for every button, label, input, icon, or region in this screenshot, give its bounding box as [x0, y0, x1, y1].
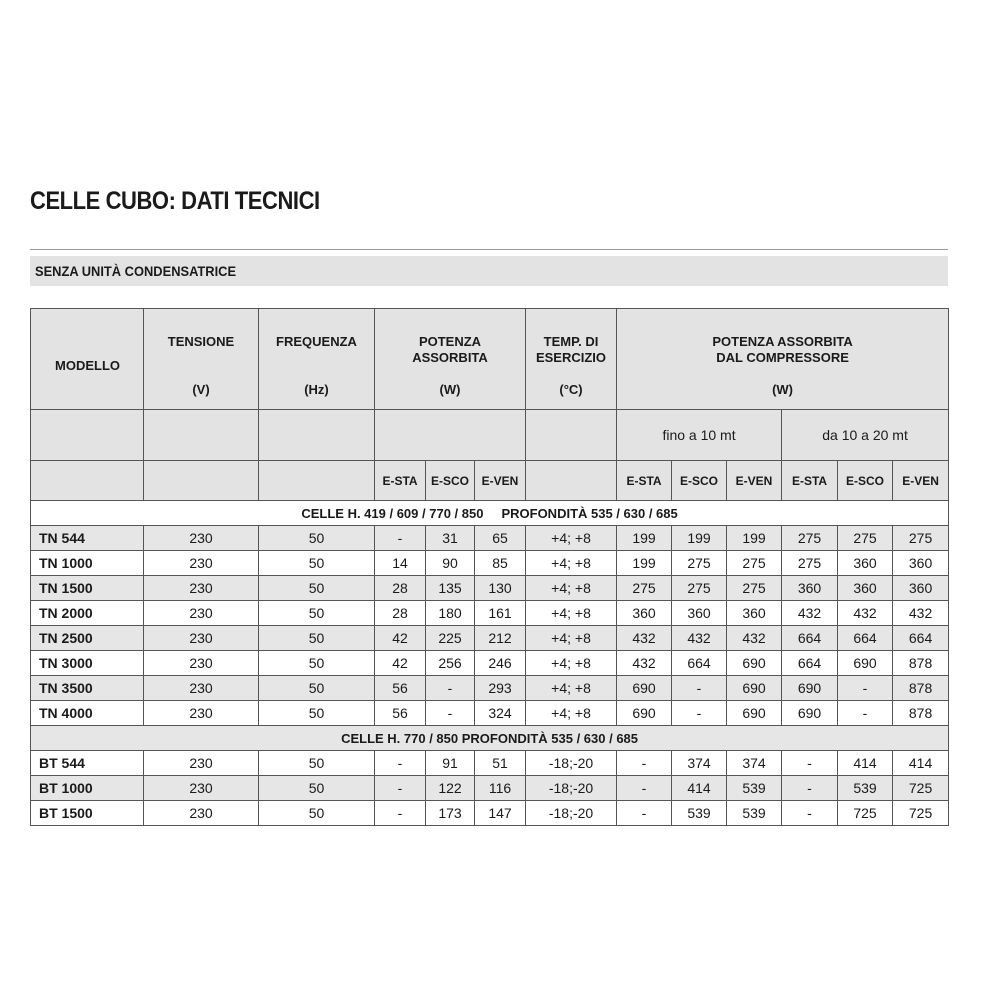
table-row — [31, 551, 949, 576]
table-cell: 275 — [617, 576, 672, 601]
table-cell: 42 — [375, 626, 426, 651]
table-cell: +4; +8 — [526, 651, 617, 676]
table-cell: +4; +8 — [526, 701, 617, 726]
table-cell: 275 — [782, 526, 838, 551]
table-cell: 539 — [727, 776, 782, 801]
table-cell: 31 — [426, 526, 475, 551]
table-cell: 360 — [838, 551, 893, 576]
table-cell: 414 — [838, 751, 893, 776]
table-cell: 664 — [672, 651, 727, 676]
table-cell: 690 — [782, 676, 838, 701]
table-cell: +4; +8 — [526, 676, 617, 701]
page-title: CELLE CUBO: DATI TECNICI — [30, 187, 320, 215]
sub-header: E-SCO — [426, 461, 475, 501]
table-cell: 28 — [375, 601, 426, 626]
table-cell: +4; +8 — [526, 576, 617, 601]
table-cell: 50 — [259, 701, 375, 726]
table-cell: 50 — [259, 576, 375, 601]
table-cell: 230 — [144, 701, 259, 726]
table-cell: 56 — [375, 676, 426, 701]
table-cell: 275 — [838, 526, 893, 551]
model-cell: TN 1000 — [31, 551, 144, 576]
table-cell: 225 — [426, 626, 475, 651]
col-header-frequenza: FREQUENZA (Hz) — [259, 309, 375, 410]
table-cell: - — [617, 751, 672, 776]
sub-header: E-STA — [782, 461, 838, 501]
model-cell: TN 3500 — [31, 676, 144, 701]
table-row — [31, 676, 949, 701]
table-cell: 275 — [672, 576, 727, 601]
table-cell: 414 — [893, 751, 949, 776]
table-cell: 539 — [672, 801, 727, 826]
table-cell: 147 — [475, 801, 526, 826]
table-cell: - — [426, 676, 475, 701]
table-cell: 230 — [144, 776, 259, 801]
table-row — [31, 751, 949, 776]
table-cell: 414 — [672, 776, 727, 801]
table-cell: 539 — [838, 776, 893, 801]
range-label-20mt: da 10 a 20 mt — [782, 410, 949, 461]
group-header-row — [31, 501, 949, 526]
table-cell: 690 — [727, 651, 782, 676]
technical-data-table — [30, 308, 949, 826]
model-cell: BT 1000 — [31, 776, 144, 801]
table-row — [31, 576, 949, 601]
table-row — [31, 801, 949, 826]
table-row — [31, 651, 949, 676]
table-row — [31, 601, 949, 626]
table-cell: 360 — [617, 601, 672, 626]
table-cell: 275 — [672, 551, 727, 576]
table-cell: - — [782, 776, 838, 801]
header-empty — [144, 410, 259, 461]
table-cell: 50 — [259, 526, 375, 551]
table-cell: - — [672, 676, 727, 701]
table-cell: 199 — [617, 526, 672, 551]
table-cell: +4; +8 — [526, 526, 617, 551]
col-header-compressore: POTENZA ASSORBITA DAL COMPRESSORE (W) — [617, 309, 949, 410]
header-row-main — [31, 309, 949, 410]
table-cell: - — [375, 801, 426, 826]
col-header-modello: MODELLO — [31, 309, 144, 410]
table-cell: +4; +8 — [526, 551, 617, 576]
table-cell: 42 — [375, 651, 426, 676]
range-label-10mt: fino a 10 mt — [617, 410, 782, 461]
table-cell: - — [426, 701, 475, 726]
table-cell: 275 — [727, 576, 782, 601]
table-cell: 230 — [144, 576, 259, 601]
table-cell: 690 — [727, 676, 782, 701]
table-cell: 256 — [426, 651, 475, 676]
table-cell: 130 — [475, 576, 526, 601]
group-label-depth: PROFONDITÀ 535 / 630 / 685 — [501, 505, 678, 521]
table-cell: 360 — [727, 601, 782, 626]
table-cell: 14 — [375, 551, 426, 576]
table-cell: 432 — [672, 626, 727, 651]
table-cell: 50 — [259, 626, 375, 651]
table-cell: 664 — [893, 626, 949, 651]
col-header-potenza: POTENZA ASSORBITA (W) — [375, 309, 526, 410]
table-cell: 56 — [375, 701, 426, 726]
table-cell: - — [782, 751, 838, 776]
table-cell: 50 — [259, 776, 375, 801]
table-cell: 664 — [782, 626, 838, 651]
table-cell: - — [375, 751, 426, 776]
table-cell: 878 — [893, 701, 949, 726]
table-cell: 50 — [259, 676, 375, 701]
table-cell: 360 — [782, 576, 838, 601]
table-cell: 199 — [672, 526, 727, 551]
table-cell: -18;-20 — [526, 801, 617, 826]
table-cell: -18;-20 — [526, 776, 617, 801]
table-cell: 230 — [144, 676, 259, 701]
table-cell: 230 — [144, 601, 259, 626]
header-row-sub — [31, 461, 949, 501]
table-cell: 878 — [893, 676, 949, 701]
table-cell: 230 — [144, 751, 259, 776]
table-cell: - — [782, 801, 838, 826]
table-cell: - — [672, 701, 727, 726]
table-row — [31, 776, 949, 801]
table-cell: 374 — [672, 751, 727, 776]
table-cell: 212 — [475, 626, 526, 651]
table-cell: 199 — [727, 526, 782, 551]
header-empty — [375, 410, 526, 461]
header-empty — [144, 461, 259, 501]
table-cell: 65 — [475, 526, 526, 551]
header-empty — [259, 410, 375, 461]
table-cell: 50 — [259, 651, 375, 676]
table-cell: - — [375, 526, 426, 551]
group-header-cell — [31, 501, 949, 526]
table-cell: 360 — [838, 576, 893, 601]
table-cell: 50 — [259, 601, 375, 626]
model-cell: TN 2500 — [31, 626, 144, 651]
table-cell: 360 — [672, 601, 727, 626]
table-cell: 725 — [893, 776, 949, 801]
table-cell: +4; +8 — [526, 601, 617, 626]
table-cell: - — [375, 776, 426, 801]
table-cell: 432 — [617, 626, 672, 651]
model-cell: TN 3000 — [31, 651, 144, 676]
header-empty — [31, 410, 144, 461]
table-cell: 230 — [144, 551, 259, 576]
table-cell: 50 — [259, 801, 375, 826]
table-cell: 275 — [727, 551, 782, 576]
model-cell: TN 4000 — [31, 701, 144, 726]
table-cell: 374 — [727, 751, 782, 776]
table-cell: 725 — [893, 801, 949, 826]
table-cell: 230 — [144, 526, 259, 551]
table-cell: 230 — [144, 651, 259, 676]
sub-header: E-VEN — [475, 461, 526, 501]
title-divider — [30, 249, 948, 250]
table-cell: 432 — [838, 601, 893, 626]
sub-header: E-SCO — [838, 461, 893, 501]
table-cell: 432 — [727, 626, 782, 651]
table-cell: 173 — [426, 801, 475, 826]
table-cell: 360 — [893, 576, 949, 601]
table-cell: 122 — [426, 776, 475, 801]
table-cell: 293 — [475, 676, 526, 701]
table-cell: 275 — [893, 526, 949, 551]
table-cell: - — [617, 801, 672, 826]
sub-header: E-VEN — [893, 461, 949, 501]
table-cell: 664 — [782, 651, 838, 676]
table-cell: 432 — [893, 601, 949, 626]
table-cell: 878 — [893, 651, 949, 676]
table-cell: 28 — [375, 576, 426, 601]
table-cell: 230 — [144, 626, 259, 651]
sub-header: E-STA — [617, 461, 672, 501]
table-cell: 690 — [617, 701, 672, 726]
model-cell: TN 1500 — [31, 576, 144, 601]
table-cell: 50 — [259, 751, 375, 776]
table-cell: 360 — [893, 551, 949, 576]
col-header-tensione: TENSIONE (V) — [144, 309, 259, 410]
table-cell: 432 — [617, 651, 672, 676]
header-empty — [31, 461, 144, 501]
table-cell: 275 — [782, 551, 838, 576]
table-cell: 324 — [475, 701, 526, 726]
table-cell: 135 — [426, 576, 475, 601]
header-empty — [526, 410, 617, 461]
sub-header: E-VEN — [727, 461, 782, 501]
table-cell: 199 — [617, 551, 672, 576]
table-cell: 664 — [838, 626, 893, 651]
table-cell: 246 — [475, 651, 526, 676]
header-empty — [526, 461, 617, 501]
table-cell: 690 — [838, 651, 893, 676]
table-cell: 91 — [426, 751, 475, 776]
table-cell: 180 — [426, 601, 475, 626]
table-cell: 51 — [475, 751, 526, 776]
table-cell: -18;-20 — [526, 751, 617, 776]
model-cell: TN 544 — [31, 526, 144, 551]
header-row-range — [31, 410, 949, 461]
table-cell: 161 — [475, 601, 526, 626]
group-label: CELLE H. 419 / 609 / 770 / 850 — [301, 505, 484, 521]
col-header-temp: TEMP. DI ESERCIZIO (°C) — [526, 309, 617, 410]
table-cell: 85 — [475, 551, 526, 576]
model-cell: BT 544 — [31, 751, 144, 776]
table-cell: 90 — [426, 551, 475, 576]
table-cell: +4; +8 — [526, 626, 617, 651]
table-row — [31, 701, 949, 726]
model-cell: BT 1500 — [31, 801, 144, 826]
header-empty — [259, 461, 375, 501]
table-cell: 690 — [782, 701, 838, 726]
table-cell: 432 — [782, 601, 838, 626]
table-cell: - — [838, 701, 893, 726]
table-cell: 230 — [144, 801, 259, 826]
table-cell: 690 — [617, 676, 672, 701]
section-label: SENZA UNITÀ CONDENSATRICE — [35, 263, 237, 279]
table-row — [31, 526, 949, 551]
sub-header: E-SCO — [672, 461, 727, 501]
table-cell: 725 — [838, 801, 893, 826]
group-header-cell — [31, 726, 949, 751]
table-cell: 690 — [727, 701, 782, 726]
table-cell: 539 — [727, 801, 782, 826]
sub-header: E-STA — [375, 461, 426, 501]
table-row — [31, 626, 949, 651]
group-label: CELLE H. 770 / 850 PROFONDITÀ 535 / 630 / 685 — [341, 730, 639, 746]
table-cell: - — [617, 776, 672, 801]
table-cell: - — [838, 676, 893, 701]
group-header-row — [31, 726, 949, 751]
table-cell: 116 — [475, 776, 526, 801]
table-cell: 50 — [259, 551, 375, 576]
model-cell: TN 2000 — [31, 601, 144, 626]
